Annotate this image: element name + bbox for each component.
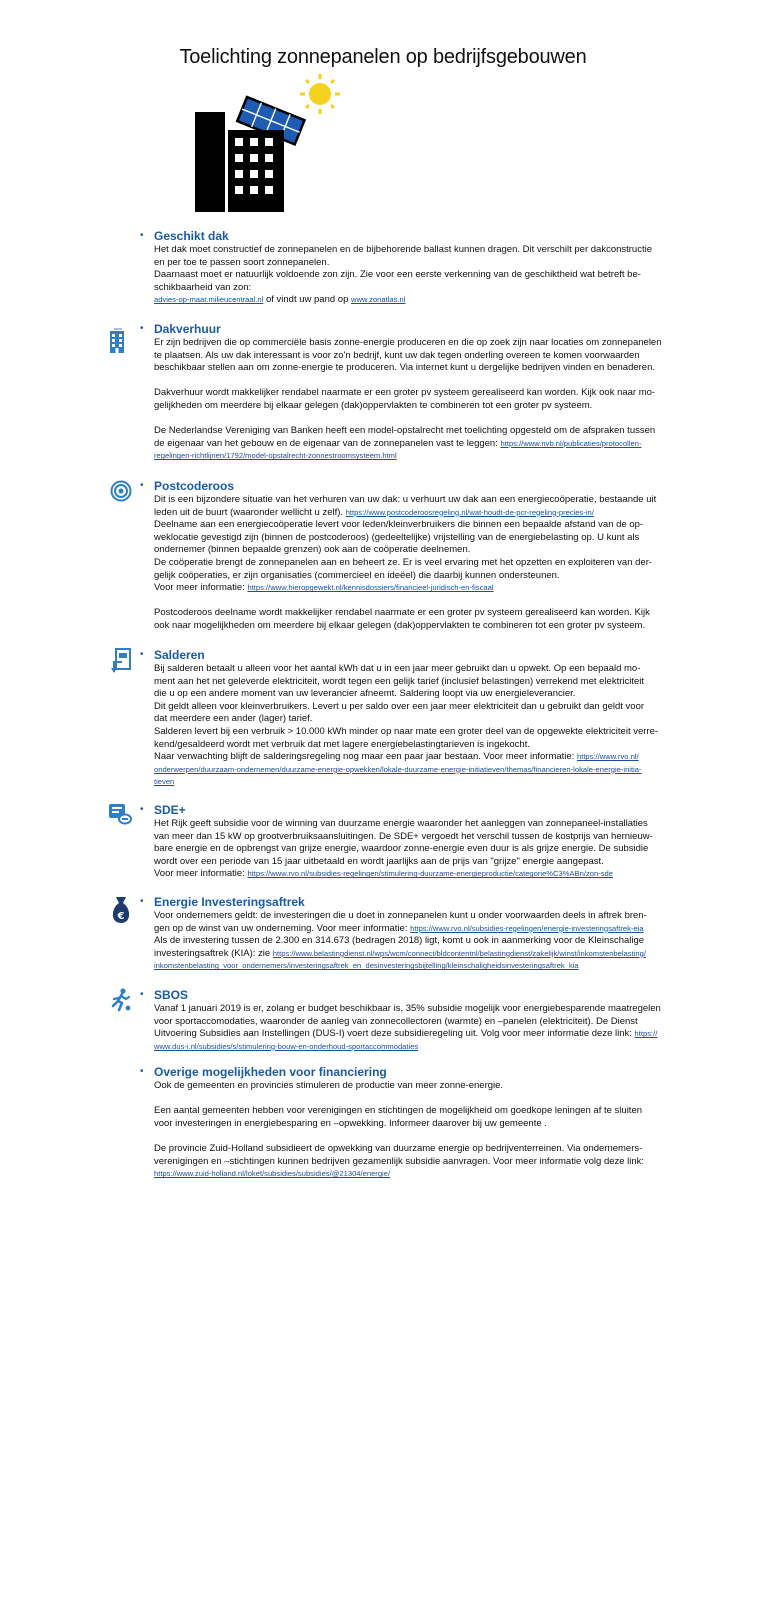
building-solar-sun-icon	[195, 72, 365, 217]
section-title: Postcoderoos	[154, 479, 235, 493]
text-line	[154, 438, 700, 451]
link-milieucentraal[interactable]: advies-op-maat.milieucentraal.nl	[154, 295, 264, 305]
bullet: •	[140, 989, 144, 1000]
text-line	[154, 960, 700, 973]
text-fragment: Voor meer informatie:	[154, 582, 248, 594]
text-line: gelijkheden om meerdere bij elkaar gelegen (dak)oppervlakten te combineren tot een groter pv systeem.	[154, 399, 593, 411]
text-line	[154, 751, 700, 764]
link-nvb[interactable]: https://www.nvb.nl/publicaties/protocollen-	[500, 438, 642, 448]
text-fragment: Uitvoering Subsidies aan Instellingen (DUS-I) voert deze subsidieregeling uit. Volg voor meer informatie deze link:	[154, 1028, 635, 1040]
text-line: te plaatsen. Als uw dak interessant is voor zo'n bedrijf, kunt uw dak tegen onderling overeen te komen voorwaarden	[154, 349, 640, 361]
bullet: •	[140, 230, 144, 241]
text-line: Salderen levert bij een verbruik > 10.000 kWh minder op naar mate een groter deel van de opgewekte elektriciteit verre-	[154, 725, 659, 737]
text-line: Dit geldt alleen voor kleinverbruikers. Levert u per saldo over een jaar meer elektriciteit dan u gebruikt dan geldt voor	[154, 700, 645, 712]
text-fragment: leden uit de buurt (waaronder wellicht u zelf).	[154, 506, 346, 518]
link-rvo-salderen-end[interactable]: tieven	[154, 777, 175, 787]
text-line: Bij salderen betaalt u alleen voor het aantal kWh dat u in een jaar meer gebruikt dan u opwekt. Op een bepaald mo-	[154, 663, 641, 674]
bullet: •	[140, 323, 144, 334]
text-line: schikbaarheid van zon:	[154, 281, 252, 293]
bullet: •	[140, 649, 144, 660]
text-line	[154, 923, 700, 936]
money-bag-euro-icon	[110, 895, 132, 925]
section-sbos	[140, 987, 700, 1053]
text-line: De provincie Zuid-Holland subsidieert de opwekking van duurzame energie op bedrijventerreinen. Via ondernemers-	[154, 1142, 643, 1154]
text-line: bare energie en de opbrengst van grijze energie, waardoor zonne-energie even duur is als grijze energie. De subsidie	[154, 843, 649, 855]
text-fragment: investeringsaftrek (KIA): zie	[154, 947, 273, 959]
text-line: dat meerdere een ander (lager) tarief.	[154, 713, 313, 725]
text-line	[154, 764, 700, 777]
link-belastingdienst-kia-continued[interactable]: inkomstenbelasting_voor_ondernemers/investeringsaftrek_en_desinvesteringsbijtelling/kleinschaligheidsinvesteringsaftrek_kia	[154, 961, 579, 971]
text-fragment: Voor meer informatie:	[154, 868, 248, 880]
link-rvo-salderen[interactable]: https://www.rvo.nl/	[576, 752, 639, 762]
text-line: kend/gesaldeerd wordt met verbruik dat met lagere energiebelastingtarieven is ingekocht.	[154, 738, 530, 750]
link-rvo-sde[interactable]: https://www.rvo.nl/subsidies-regelingen/stimulering-duurzame-energieproductie/categorie%C3%ABn/zon-sde	[247, 869, 613, 879]
section-salderen	[140, 647, 700, 789]
text-line: van meer dan 15 kW op grootverbruiksaansluitingen. De SDE+ vergoedt het verschil tussen de kostprijs van hernieuw-	[154, 830, 653, 842]
sports-runner-icon	[110, 988, 132, 1012]
text-line: weklocatie gevestigd zijn (binnen de postcoderoos) (gedeeltelijke) vrijstelling van de energiebelasting op. U kunt als	[154, 531, 640, 543]
postcode-rose-icon	[110, 480, 132, 502]
text-line: Voor ondernemers geldt: de investeringen die u doet in zonnepanelen kunt u onder voorwaarden deels in aftrek bren-	[154, 910, 647, 921]
bullet: •	[140, 480, 144, 491]
text-line: Vanaf 1 januari 2019 is er, zolang er budget beschikbaar is, 35% subsidie mogelijk voor energiebesparende maatregelen	[154, 1003, 661, 1014]
text-line: en per toe te passen soort zonnepanelen.	[154, 256, 330, 268]
text-line	[154, 450, 700, 463]
section-postcoderoos	[140, 478, 700, 633]
text-line: Postcoderoos deelname wordt makkelijker rendabel naarmate er een groter pv systeem gerealiseerd kan worden. Kijk	[154, 607, 650, 619]
text-line: Dakverhuur wordt makkelijker rendabel naarmate er een groter pv systeem gerealiseerd kan worden. Kijk ook naar mo-	[154, 387, 656, 399]
bullet: •	[140, 804, 144, 815]
text-line: gelijk coöperaties, er zijn organisaties (commercieel en ideëel) die daarbij kunnen ondersteunen.	[154, 569, 560, 581]
text-line	[154, 1041, 700, 1054]
bullet: •	[140, 1066, 144, 1077]
text-line	[154, 776, 700, 789]
text-line: beschikbaar stellen aan om zonne-energie te produceren. Via internet kunt u dergelijke bedrijven vinden en benaderen.	[154, 362, 656, 374]
bullet: •	[140, 896, 144, 907]
link-rvo-eia[interactable]: https://www.rvo.nl/subsidies-regelingen/energie-investeringsaftrek-eia	[410, 923, 644, 933]
section-sde-plus	[140, 802, 700, 881]
page-title: Toelichting zonnepanelen op bedrijfsgebouwen	[179, 46, 587, 68]
section-title: SBOS	[154, 988, 189, 1002]
section-title: Dakverhuur	[154, 322, 221, 336]
office-building-icon	[108, 328, 126, 354]
text-line: wordt over een periode van 15 jaar uitbetaald en wordt jaarlijks aan de prijs van "grijze" energie aangepast.	[154, 855, 604, 867]
text-line: verenigingen en –stichtingen kunnen bedrijven gezamenlijk subsidie aanvragen. Voor meer informatie volg deze link:	[154, 1155, 645, 1167]
text-line: Ook de gemeenten en provincies stimuleren de productie van meer zonne-energie.	[154, 1080, 504, 1091]
text-line	[154, 948, 700, 961]
text-line: De coöperatie brengt de zonnepanelen aan en beheert ze. Er is veel ervaring met het opzetten en exploiteren van der-	[154, 556, 653, 568]
section-title: Geschikt dak	[154, 229, 229, 243]
svg-text:€: €	[117, 911, 125, 922]
text-fragment: Naar verwachting blijft de salderingsregeling nog maar een paar jaar bestaan. Voor meer informatie:	[154, 751, 577, 763]
section-title: Overige mogelijkheden voor financiering	[154, 1065, 387, 1079]
section-geschikt-dak	[140, 228, 700, 307]
text-line: voor sportaccomodaties, waaronder de aanleg van zonnecollectoren (warmte) en –panelen (elektriciteit). De Dienst	[154, 1015, 638, 1027]
text-line: die u op een andere moment van uw leverancier afneemt. Saldering loopt via uw energieleverancier.	[154, 688, 576, 700]
text-line: Een aantal gemeenten hebben voor verenigingen en stichtingen de mogelijkheid om goedkope leningen af te sluiten	[154, 1105, 643, 1117]
link-hieropgewekt[interactable]: https://www.hieropgewekt.nl/kennisdossiers/financieel-juridisch-en-fiscaal	[247, 583, 494, 593]
meter-return-icon	[110, 648, 132, 674]
text-line: De Nederlandse Vereniging van Banken heeft een model-opstalrecht met toelichting opgesteld om de afspraken tussen	[154, 425, 656, 437]
text-line	[154, 868, 700, 881]
text-line: Deelname aan een energiecoöperatie levert voor leden/kleinverbruikers die binnen een bepaalde afstand van de op-	[154, 519, 644, 531]
link-zuid-holland[interactable]: https://www.zuid-holland.nl/loket/subsidies/subsidies/@21304/energie/	[154, 1169, 391, 1179]
text-line: ook naar mogelijkheden om meerdere bij elkaar gelegen (dak)oppervlakten te combineren tot een groter pv systeem.	[154, 619, 646, 631]
link-postcoderoosregeling[interactable]: https://www.postcoderoosregeling.nl/wat-houdt-de-pcr-regeling-precies-in/	[345, 507, 594, 517]
text-fragment: gen op de winst van uw onderneming. Voor meer informatie:	[154, 922, 411, 934]
link-dus-i[interactable]: https://	[634, 1029, 658, 1039]
link-dus-i-continued[interactable]: www.dus-i.nl/subsidies/s/stimulering-bouw-en-onderhoud-sportaccommodaties	[154, 1041, 419, 1051]
text-line	[154, 1028, 700, 1041]
text-line	[154, 582, 700, 595]
text-line: Dit is een bijzondere situatie van het verhuren van uw dak: u verhuurt uw dak aan een energiecoöperatie, bestaande uit	[154, 494, 657, 505]
section-overige-mogelijkheden	[140, 1064, 700, 1181]
section-dakverhuur	[140, 321, 700, 463]
link-nvb-continued[interactable]: regelingen-richtlijnen/1792/model-opstalrecht-zonnestroomsysteem.html	[154, 451, 397, 461]
text-line: Het Rijk geeft subsidie voor de winning van duurzame energie waaronder het aanleggen van zonnepaneel-installaties	[154, 818, 648, 829]
text-line: Er zijn bedrijven die op commerciële basis zonne-energie produceren en die op zoek zijn naar locaties om zonnepanelen	[154, 337, 662, 348]
text-fragment: of vindt uw pand op	[263, 294, 351, 306]
section-title: SDE+	[154, 803, 186, 817]
text-line	[154, 294, 700, 307]
text-line: voor investeringen in energiebesparing en –opwekking. Informeer daarover bij uw gemeente .	[154, 1117, 547, 1129]
link-zonatlas[interactable]: www.zonatlas.nl	[351, 295, 406, 305]
section-title: Salderen	[154, 648, 205, 662]
link-rvo-salderen-continued[interactable]: onderwerpen/duurzaam-ondernemen/duurzame-energie-opwekken/lokale-duurzame-energie-initiatieven/themas/financieren-lokale-energie-initia-	[154, 764, 642, 774]
text-fragment: de eigenaar van het gebouw en de eigenaar van de zonnepanelen vast te leggen:	[154, 437, 501, 449]
text-line: Als de investering tussen de 2.300 en 314.673 (bedragen 2018) ligt, komt u ook in aanmerking voor de Kleinschalige	[154, 935, 645, 947]
text-line	[154, 507, 700, 520]
text-line	[154, 1168, 700, 1181]
text-line: Het dak moet constructief de zonnepanelen en de bijbehorende ballast kunnen dragen. Dit verschilt per dakconstructie	[154, 244, 653, 255]
text-line: ondernemer (binnen bepaalde grenzen) ook aan de coöperatie deelnemen.	[154, 544, 471, 556]
section-energie-investeringsaftrek	[140, 894, 700, 973]
sde-certificate-icon	[108, 803, 132, 825]
text-line: Daarnaast moet er natuurlijk voldoende zon zijn. Zie voor een eerste verkenning van de geschiktheid wat betreft be-	[154, 269, 641, 281]
section-title: Energie Investeringsaftrek	[154, 895, 305, 909]
link-belastingdienst-kia[interactable]: https://www.belastingdienst.nl/wps/wcm/connect/bldcontentnl/belastingdienst/zakelijk/winst/inkomstenbelasting/	[272, 948, 646, 958]
text-line: ment aan het net geleverde elektriciteit, wordt tegen een gelijk tarief (inclusief belastingen) verrekend met elektriciteit	[154, 675, 645, 687]
